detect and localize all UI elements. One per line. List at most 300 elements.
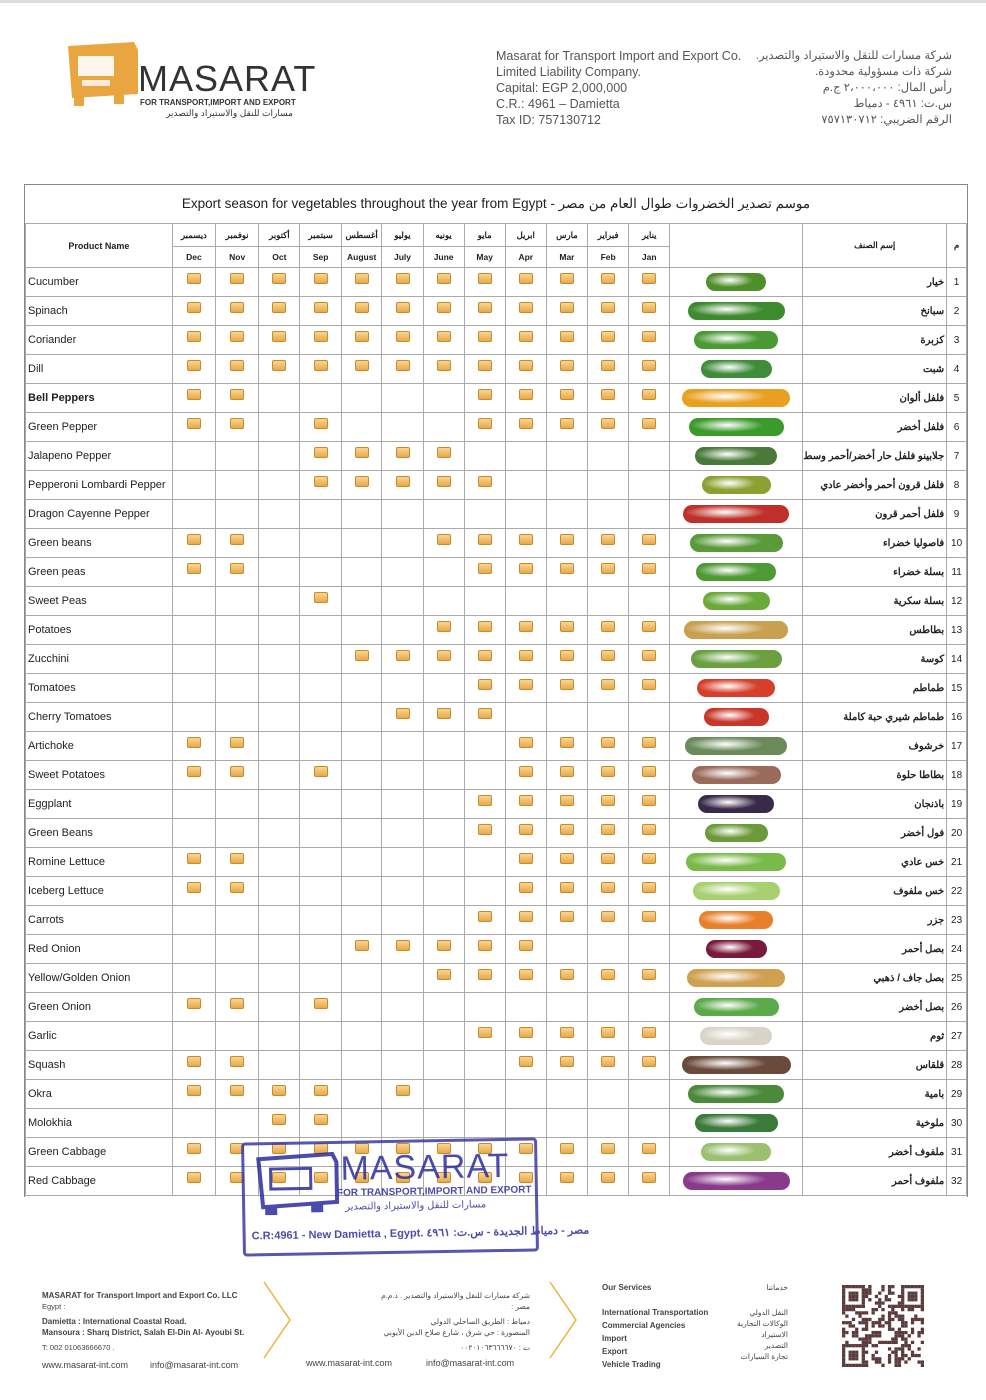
season-cell <box>216 703 259 732</box>
season-cell <box>341 674 382 703</box>
season-cell <box>300 645 341 674</box>
product-name-ar: ملفوف أخضر <box>803 1138 947 1167</box>
season-cell <box>588 587 629 616</box>
row-number: 5 <box>947 384 967 413</box>
season-cell <box>629 877 670 906</box>
season-mark-icon <box>601 911 615 922</box>
season-cell <box>423 1080 464 1109</box>
arabic-name-header: إسم الصنف <box>803 224 947 268</box>
season-mark-icon <box>437 302 451 313</box>
season-mark-icon <box>355 360 369 371</box>
season-cell <box>259 384 300 413</box>
season-cell <box>464 326 505 355</box>
season-cell <box>216 1109 259 1138</box>
month-header-en: July <box>382 247 423 268</box>
season-cell <box>505 297 546 326</box>
season-cell <box>259 471 300 500</box>
footer-mansoura: Mansoura : Sharq District, Salah El-Din Al- Ayoubi St. <box>42 1328 245 1337</box>
season-cell <box>172 848 215 877</box>
footer-egypt: Egypt : <box>42 1302 66 1311</box>
season-cell <box>546 703 587 732</box>
season-mark-icon <box>314 1114 328 1125</box>
season-cell <box>505 964 546 993</box>
season-mark-icon <box>187 1143 201 1154</box>
season-mark-icon <box>272 1114 286 1125</box>
season-cell <box>259 790 300 819</box>
season-cell <box>216 297 259 326</box>
season-mark-icon <box>396 360 410 371</box>
season-cell <box>172 1138 215 1167</box>
season-cell <box>341 587 382 616</box>
season-cell <box>588 645 629 674</box>
season-mark-icon <box>642 534 656 545</box>
logo-subtitle: FOR TRANSPORT,IMPORT AND EXPORT <box>140 98 296 107</box>
month-header-en: May <box>464 247 505 268</box>
season-cell <box>300 964 341 993</box>
season-mark-icon <box>437 621 451 632</box>
season-mark-icon <box>272 273 286 284</box>
season-cell <box>629 1051 670 1080</box>
season-cell <box>172 529 215 558</box>
season-cell <box>216 558 259 587</box>
footer-email[interactable]: info@masarat-int.com <box>150 1360 239 1370</box>
season-cell <box>546 413 587 442</box>
season-cell <box>546 877 587 906</box>
vegetable-image-cell <box>670 1051 803 1080</box>
season-mark-icon <box>560 360 574 371</box>
season-cell <box>629 1022 670 1051</box>
vegetable-image-cell <box>670 297 803 326</box>
season-cell <box>588 1051 629 1080</box>
season-cell <box>300 935 341 964</box>
season-cell <box>300 471 341 500</box>
season-cell <box>259 413 300 442</box>
season-mark-icon <box>314 302 328 313</box>
season-mark-icon <box>437 650 451 661</box>
company-capital: Capital: EGP 2,000,000 <box>496 81 628 95</box>
season-cell <box>505 384 546 413</box>
row-number: 27 <box>947 1022 967 1051</box>
product-name-ar: خيار <box>803 268 947 297</box>
services-title: Our Services <box>602 1283 652 1292</box>
season-mark-icon <box>355 476 369 487</box>
season-cell <box>382 1109 423 1138</box>
season-cell <box>382 616 423 645</box>
vegetable-image-cell <box>670 500 803 529</box>
footer-website[interactable]: www.masarat-int.com <box>42 1360 129 1370</box>
vegetable-image-cell <box>670 413 803 442</box>
season-cell <box>423 558 464 587</box>
season-mark-icon <box>187 1056 201 1067</box>
season-cell <box>629 326 670 355</box>
season-cell <box>546 297 587 326</box>
season-mark-icon <box>519 824 533 835</box>
season-cell <box>216 355 259 384</box>
season-cell <box>259 326 300 355</box>
season-cell <box>629 906 670 935</box>
vegetable-image <box>688 1085 784 1103</box>
season-mark-icon <box>230 882 244 893</box>
season-cell <box>172 790 215 819</box>
vegetable-image <box>683 1172 790 1190</box>
footer-website-2[interactable]: www.masarat-int.com <box>306 1358 393 1368</box>
season-cell <box>464 442 505 471</box>
vegetable-image-cell <box>670 732 803 761</box>
season-mark-icon <box>396 331 410 342</box>
season-cell <box>216 732 259 761</box>
season-mark-icon <box>478 534 492 545</box>
season-cell <box>172 906 215 935</box>
vegetable-image <box>685 737 787 755</box>
month-header-en: Apr <box>505 247 546 268</box>
footer-company-ar: شركة مسارات للنقل والاستيراد والتصدير . ذ.م.م <box>381 1291 530 1300</box>
season-mark-icon <box>230 1085 244 1096</box>
qr-code-icon[interactable] <box>842 1284 924 1368</box>
season-cell <box>216 268 259 297</box>
season-mark-icon <box>314 273 328 284</box>
season-mark-icon <box>560 1172 574 1183</box>
product-name-ar: بصل أخضر <box>803 993 947 1022</box>
product-name-ar: فلفل قرون أحمر وأخضر عادي <box>803 471 947 500</box>
table-row <box>26 384 967 413</box>
season-cell <box>300 384 341 413</box>
vegetable-image <box>687 969 785 987</box>
season-cell <box>341 1051 382 1080</box>
table-row <box>26 442 967 471</box>
product-name: Red Cabbage <box>26 1167 173 1196</box>
season-cell <box>341 645 382 674</box>
season-cell <box>300 442 341 471</box>
vegetable-image-cell <box>670 964 803 993</box>
season-cell <box>546 558 587 587</box>
vegetable-image-cell <box>670 1109 803 1138</box>
season-cell <box>588 964 629 993</box>
vegetable-image-cell <box>670 761 803 790</box>
season-cell <box>172 413 215 442</box>
season-cell <box>588 326 629 355</box>
season-mark-icon <box>601 1056 615 1067</box>
season-mark-icon <box>478 969 492 980</box>
company-capital-ar: رأس المال: ٢،٠٠٠،٠٠٠ ج.م <box>822 82 952 94</box>
season-cell <box>588 529 629 558</box>
company-name-ar: شركة مسارات للنقل والاستيراد والتصدير. <box>755 50 952 62</box>
company-tax-ar: الرقم الضريبي: ٧٥٧١٣٠٧١٢ <box>821 114 952 126</box>
season-mark-icon <box>560 621 574 632</box>
season-cell <box>259 500 300 529</box>
season-cell <box>588 471 629 500</box>
season-mark-icon <box>355 273 369 284</box>
footer-address-ar <box>370 1290 530 1353</box>
season-cell <box>172 1167 215 1196</box>
season-cell <box>216 674 259 703</box>
season-cell <box>629 645 670 674</box>
season-cell <box>300 703 341 732</box>
season-mark-icon <box>560 650 574 661</box>
season-mark-icon <box>642 1027 656 1038</box>
season-mark-icon <box>519 563 533 574</box>
season-mark-icon <box>519 911 533 922</box>
row-number: 32 <box>947 1167 967 1196</box>
season-cell <box>216 645 259 674</box>
row-number: 17 <box>947 732 967 761</box>
table-row <box>26 877 967 906</box>
vegetable-image <box>700 1027 772 1045</box>
season-cell <box>464 1080 505 1109</box>
table-row <box>26 1109 967 1138</box>
season-cell <box>629 732 670 761</box>
season-cell <box>464 558 505 587</box>
table-row <box>26 616 967 645</box>
season-cell <box>505 848 546 877</box>
product-name-ar: خرشوف <box>803 732 947 761</box>
service-item: Vehicle Trading <box>602 1360 661 1369</box>
product-name-ar: بسلة خضراء <box>803 558 947 587</box>
season-cell <box>216 1080 259 1109</box>
season-cell <box>216 326 259 355</box>
season-cell <box>382 268 423 297</box>
season-cell <box>505 326 546 355</box>
season-mark-icon <box>560 824 574 835</box>
vegetable-image-cell <box>670 906 803 935</box>
season-cell <box>588 355 629 384</box>
season-mark-icon <box>187 360 201 371</box>
season-mark-icon <box>601 824 615 835</box>
season-mark-icon <box>560 1143 574 1154</box>
season-cell <box>546 906 587 935</box>
season-grid <box>25 223 967 1196</box>
season-mark-icon <box>642 737 656 748</box>
season-cell <box>259 674 300 703</box>
season-cell <box>300 297 341 326</box>
season-cell <box>464 413 505 442</box>
season-cell <box>300 993 341 1022</box>
season-cell <box>546 471 587 500</box>
table-row <box>26 732 967 761</box>
season-mark-icon <box>187 737 201 748</box>
season-cell <box>259 442 300 471</box>
season-cell <box>300 1080 341 1109</box>
product-name-ar: خس عادي <box>803 848 947 877</box>
vegetable-image-cell <box>670 268 803 297</box>
vegetable-image-cell <box>670 384 803 413</box>
season-cell <box>172 877 215 906</box>
season-cell <box>259 529 300 558</box>
season-mark-icon <box>187 882 201 893</box>
season-cell <box>423 703 464 732</box>
season-cell <box>464 993 505 1022</box>
season-cell <box>172 732 215 761</box>
season-cell <box>341 848 382 877</box>
season-mark-icon <box>230 418 244 429</box>
product-name: Bell Peppers <box>26 384 173 413</box>
season-cell <box>423 384 464 413</box>
company-name: Masarat for Transport Import and Export Co. <box>496 49 742 63</box>
season-cell <box>382 500 423 529</box>
season-mark-icon <box>187 853 201 864</box>
season-mark-icon <box>642 1143 656 1154</box>
season-mark-icon <box>519 389 533 400</box>
season-mark-icon <box>642 418 656 429</box>
season-cell <box>216 616 259 645</box>
season-cell <box>423 500 464 529</box>
season-mark-icon <box>560 969 574 980</box>
season-cell <box>629 935 670 964</box>
image-header <box>670 224 803 268</box>
season-mark-icon <box>560 882 574 893</box>
services-title-ar: خدماتنا <box>766 1283 788 1292</box>
season-mark-icon <box>230 360 244 371</box>
vegetable-image <box>686 853 786 871</box>
season-cell <box>464 1109 505 1138</box>
season-mark-icon <box>642 969 656 980</box>
season-mark-icon <box>314 476 328 487</box>
table-row <box>26 674 967 703</box>
season-cell <box>505 732 546 761</box>
season-cell <box>341 761 382 790</box>
vegetable-image-cell <box>670 442 803 471</box>
season-cell <box>341 529 382 558</box>
season-cell <box>546 1022 587 1051</box>
season-cell <box>300 355 341 384</box>
month-header-en: Jan <box>629 247 670 268</box>
season-mark-icon <box>601 969 615 980</box>
season-cell <box>300 268 341 297</box>
product-name: Eggplant <box>26 790 173 819</box>
product-name: Artichoke <box>26 732 173 761</box>
vegetable-image-cell <box>670 790 803 819</box>
vegetable-image-cell <box>670 935 803 964</box>
season-mark-icon <box>560 302 574 313</box>
season-cell <box>629 587 670 616</box>
season-mark-icon <box>230 737 244 748</box>
season-mark-icon <box>560 679 574 690</box>
table-row <box>26 848 967 877</box>
vegetable-image-cell <box>670 993 803 1022</box>
season-mark-icon <box>642 621 656 632</box>
product-name-header: Product Name <box>26 224 173 268</box>
season-cell <box>464 790 505 819</box>
season-mark-icon <box>437 534 451 545</box>
season-mark-icon <box>230 853 244 864</box>
season-cell <box>300 732 341 761</box>
season-cell <box>300 761 341 790</box>
season-mark-icon <box>519 621 533 632</box>
footer-email-2[interactable]: info@masarat-int.com <box>426 1358 515 1368</box>
table-row <box>26 1022 967 1051</box>
season-cell <box>464 384 505 413</box>
season-mark-icon <box>478 563 492 574</box>
season-mark-icon <box>478 621 492 632</box>
product-name-ar: فلفل أحمر قرون <box>803 500 947 529</box>
season-cell <box>588 268 629 297</box>
season-mark-icon <box>519 1027 533 1038</box>
season-cell <box>629 297 670 326</box>
season-mark-icon <box>642 911 656 922</box>
footer-damietta: Damietta : International Coastal Road. <box>42 1317 187 1326</box>
season-mark-icon <box>519 1056 533 1067</box>
season-cell <box>172 935 215 964</box>
season-cell <box>216 1022 259 1051</box>
vegetable-image-cell <box>670 587 803 616</box>
season-cell <box>259 703 300 732</box>
season-cell <box>172 761 215 790</box>
season-mark-icon <box>519 302 533 313</box>
season-cell <box>588 558 629 587</box>
footer-mansoura-ar: المنصورة : حي شرق ، شارع صلاح الدين الأيوبي <box>383 1328 530 1337</box>
season-mark-icon <box>187 1172 201 1183</box>
product-name-ar: فول أخضر <box>803 819 947 848</box>
season-mark-icon <box>478 389 492 400</box>
season-mark-icon <box>560 273 574 284</box>
top-border <box>0 0 986 3</box>
vegetable-image <box>705 824 768 842</box>
season-mark-icon <box>642 650 656 661</box>
season-cell <box>464 935 505 964</box>
season-mark-icon <box>601 534 615 545</box>
season-cell <box>423 848 464 877</box>
season-cell <box>172 993 215 1022</box>
season-mark-icon <box>642 1172 656 1183</box>
season-cell <box>588 1022 629 1051</box>
season-cell <box>505 355 546 384</box>
season-mark-icon <box>396 1085 410 1096</box>
vegetable-image <box>682 1056 791 1074</box>
table-row <box>26 558 967 587</box>
season-cell <box>546 935 587 964</box>
season-mark-icon <box>642 302 656 313</box>
season-cell <box>423 1109 464 1138</box>
month-header-en: June <box>423 247 464 268</box>
product-name: Green Onion <box>26 993 173 1022</box>
vegetable-image-cell <box>670 558 803 587</box>
season-cell <box>341 703 382 732</box>
season-cell <box>629 848 670 877</box>
season-mark-icon <box>642 882 656 893</box>
company-type-ar: شركة ذات مسؤولية محدودة. <box>815 66 952 78</box>
season-mark-icon <box>355 940 369 951</box>
season-cell <box>259 761 300 790</box>
season-cell <box>259 645 300 674</box>
season-cell <box>300 1109 341 1138</box>
season-cell <box>423 529 464 558</box>
table-row <box>26 790 967 819</box>
season-cell <box>546 819 587 848</box>
season-cell <box>629 384 670 413</box>
season-cell <box>505 442 546 471</box>
product-name: Okra <box>26 1080 173 1109</box>
service-item: Commercial Agencies <box>602 1321 686 1330</box>
season-cell <box>382 674 423 703</box>
table-row <box>26 326 967 355</box>
product-name: Green peas <box>26 558 173 587</box>
month-header-en: Mar <box>546 247 587 268</box>
vegetable-image <box>701 360 772 378</box>
service-item: Import <box>602 1334 627 1343</box>
season-cell <box>300 587 341 616</box>
season-cell <box>259 587 300 616</box>
vegetable-image <box>682 389 790 407</box>
product-name: Jalapeno Pepper <box>26 442 173 471</box>
season-cell <box>341 1080 382 1109</box>
season-cell <box>423 413 464 442</box>
service-item: International Transportation <box>602 1308 709 1317</box>
season-cell <box>216 442 259 471</box>
season-mark-icon <box>230 1056 244 1067</box>
row-number: 22 <box>947 877 967 906</box>
vegetable-image-cell <box>670 529 803 558</box>
vegetable-image <box>695 1114 778 1132</box>
product-name-ar: بطاطا حلوة <box>803 761 947 790</box>
